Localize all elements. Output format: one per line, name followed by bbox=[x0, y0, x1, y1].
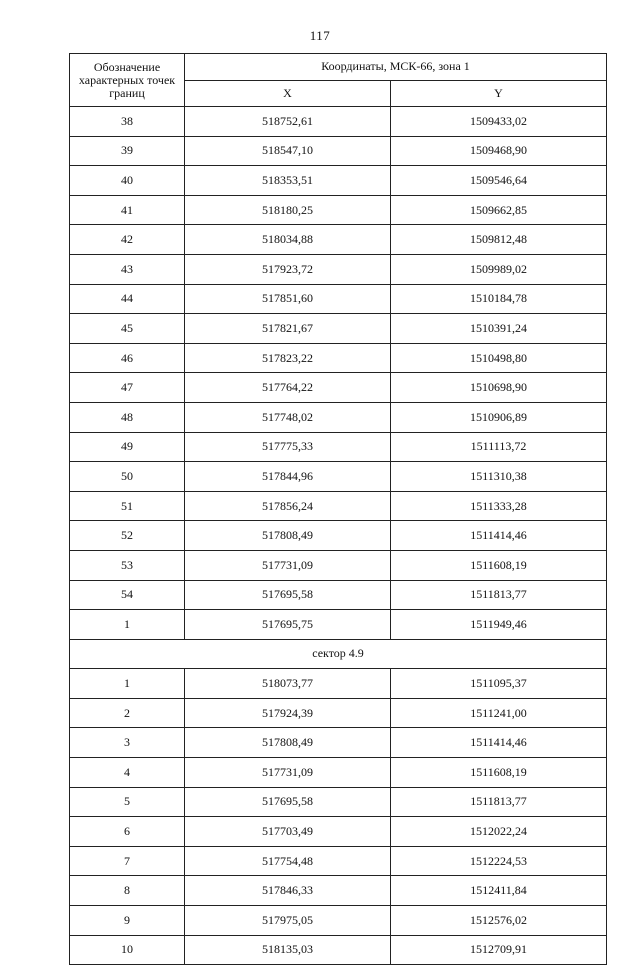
header-point-designation: Обозначение характерных точек границ bbox=[70, 54, 185, 107]
x-cell: 517695,75 bbox=[185, 610, 391, 640]
y-cell: 1510391,24 bbox=[391, 314, 607, 344]
point-cell: 3 bbox=[70, 728, 185, 758]
table-body-sector bbox=[70, 669, 607, 965]
x-cell: 517924,39 bbox=[185, 698, 391, 728]
x-cell: 517754,48 bbox=[185, 846, 391, 876]
table-row bbox=[70, 817, 607, 847]
y-cell: 1510498,80 bbox=[391, 343, 607, 373]
point-cell: 8 bbox=[70, 876, 185, 906]
y-cell: 1512411,84 bbox=[391, 876, 607, 906]
table-row bbox=[70, 787, 607, 817]
point-cell: 5 bbox=[70, 787, 185, 817]
point-cell: 54 bbox=[70, 580, 185, 610]
point-cell: 53 bbox=[70, 550, 185, 580]
point-cell: 2 bbox=[70, 698, 185, 728]
x-cell: 517731,09 bbox=[185, 758, 391, 788]
x-cell: 517695,58 bbox=[185, 580, 391, 610]
y-cell: 1509662,85 bbox=[391, 195, 607, 225]
y-cell: 1511608,19 bbox=[391, 758, 607, 788]
y-cell: 1511813,77 bbox=[391, 580, 607, 610]
x-cell: 517846,33 bbox=[185, 876, 391, 906]
y-cell: 1512576,02 bbox=[391, 906, 607, 936]
x-cell: 518752,61 bbox=[185, 107, 391, 137]
y-cell: 1509433,02 bbox=[391, 107, 607, 137]
x-cell: 517851,60 bbox=[185, 284, 391, 314]
y-cell: 1511414,46 bbox=[391, 728, 607, 758]
x-cell: 517975,05 bbox=[185, 906, 391, 936]
x-cell: 518073,77 bbox=[185, 669, 391, 699]
table-row bbox=[70, 402, 607, 432]
table-row bbox=[70, 432, 607, 462]
x-cell: 517703,49 bbox=[185, 817, 391, 847]
x-cell: 517808,49 bbox=[185, 728, 391, 758]
table-row bbox=[70, 166, 607, 196]
table-row bbox=[70, 195, 607, 225]
table-row bbox=[70, 462, 607, 492]
point-cell: 4 bbox=[70, 758, 185, 788]
point-cell: 10 bbox=[70, 935, 185, 965]
table-row bbox=[70, 758, 607, 788]
point-cell: 47 bbox=[70, 373, 185, 403]
point-cell: 48 bbox=[70, 402, 185, 432]
y-cell: 1512709,91 bbox=[391, 935, 607, 965]
y-cell: 1511333,28 bbox=[391, 491, 607, 521]
x-cell: 517695,58 bbox=[185, 787, 391, 817]
x-cell: 518180,25 bbox=[185, 195, 391, 225]
x-cell: 517775,33 bbox=[185, 432, 391, 462]
point-cell: 40 bbox=[70, 166, 185, 196]
x-cell: 517808,49 bbox=[185, 521, 391, 551]
table-row bbox=[70, 284, 607, 314]
table-row bbox=[70, 876, 607, 906]
table-row bbox=[70, 580, 607, 610]
point-cell: 45 bbox=[70, 314, 185, 344]
header-coordinates-group: Координаты, МСК-66, зона 1 bbox=[185, 54, 607, 81]
point-cell: 46 bbox=[70, 343, 185, 373]
y-cell: 1511241,00 bbox=[391, 698, 607, 728]
table-row bbox=[70, 491, 607, 521]
header-x: X bbox=[185, 80, 391, 107]
y-cell: 1510698,90 bbox=[391, 373, 607, 403]
x-cell: 517844,96 bbox=[185, 462, 391, 492]
x-cell: 518135,03 bbox=[185, 935, 391, 965]
table-row bbox=[70, 669, 607, 699]
table-row bbox=[70, 935, 607, 965]
point-cell: 44 bbox=[70, 284, 185, 314]
table-row bbox=[70, 728, 607, 758]
table-row bbox=[70, 521, 607, 551]
y-cell: 1511608,19 bbox=[391, 550, 607, 580]
y-cell: 1511949,46 bbox=[391, 610, 607, 640]
y-cell: 1512224,53 bbox=[391, 846, 607, 876]
point-cell: 51 bbox=[70, 491, 185, 521]
x-cell: 518034,88 bbox=[185, 225, 391, 255]
x-cell: 518353,51 bbox=[185, 166, 391, 196]
table-row bbox=[70, 906, 607, 936]
y-cell: 1510906,89 bbox=[391, 402, 607, 432]
table-body-main bbox=[70, 107, 607, 640]
section-label: сектор 4.9 bbox=[70, 639, 607, 669]
x-cell: 518547,10 bbox=[185, 136, 391, 166]
point-cell: 6 bbox=[70, 817, 185, 847]
point-cell: 43 bbox=[70, 254, 185, 284]
point-cell: 49 bbox=[70, 432, 185, 462]
x-cell: 517821,67 bbox=[185, 314, 391, 344]
x-cell: 517748,02 bbox=[185, 402, 391, 432]
coordinates-table bbox=[69, 53, 607, 965]
y-cell: 1509989,02 bbox=[391, 254, 607, 284]
point-cell: 39 bbox=[70, 136, 185, 166]
y-cell: 1512022,24 bbox=[391, 817, 607, 847]
table-row bbox=[70, 373, 607, 403]
table-row bbox=[70, 610, 607, 640]
table-header bbox=[70, 54, 607, 107]
x-cell: 517823,22 bbox=[185, 343, 391, 373]
y-cell: 1511813,77 bbox=[391, 787, 607, 817]
y-cell: 1511095,37 bbox=[391, 669, 607, 699]
point-cell: 50 bbox=[70, 462, 185, 492]
point-cell: 38 bbox=[70, 107, 185, 137]
x-cell: 517764,22 bbox=[185, 373, 391, 403]
point-cell: 41 bbox=[70, 195, 185, 225]
point-cell: 52 bbox=[70, 521, 185, 551]
section-divider bbox=[70, 639, 607, 669]
x-cell: 517856,24 bbox=[185, 491, 391, 521]
x-cell: 517731,09 bbox=[185, 550, 391, 580]
y-cell: 1511414,46 bbox=[391, 521, 607, 551]
table-row bbox=[70, 136, 607, 166]
table-row bbox=[70, 698, 607, 728]
point-cell: 7 bbox=[70, 846, 185, 876]
table-row bbox=[70, 343, 607, 373]
table-row bbox=[70, 107, 607, 137]
point-cell: 1 bbox=[70, 610, 185, 640]
table-row bbox=[70, 314, 607, 344]
y-cell: 1509468,90 bbox=[391, 136, 607, 166]
point-cell: 9 bbox=[70, 906, 185, 936]
header-y: Y bbox=[391, 80, 607, 107]
table-row bbox=[70, 254, 607, 284]
y-cell: 1510184,78 bbox=[391, 284, 607, 314]
table-row bbox=[70, 846, 607, 876]
y-cell: 1509812,48 bbox=[391, 225, 607, 255]
y-cell: 1511310,38 bbox=[391, 462, 607, 492]
x-cell: 517923,72 bbox=[185, 254, 391, 284]
y-cell: 1511113,72 bbox=[391, 432, 607, 462]
table-row bbox=[70, 225, 607, 255]
point-cell: 42 bbox=[70, 225, 185, 255]
y-cell: 1509546,64 bbox=[391, 166, 607, 196]
point-cell: 1 bbox=[70, 669, 185, 699]
page-number: 117 bbox=[309, 28, 331, 43]
table-row bbox=[70, 550, 607, 580]
